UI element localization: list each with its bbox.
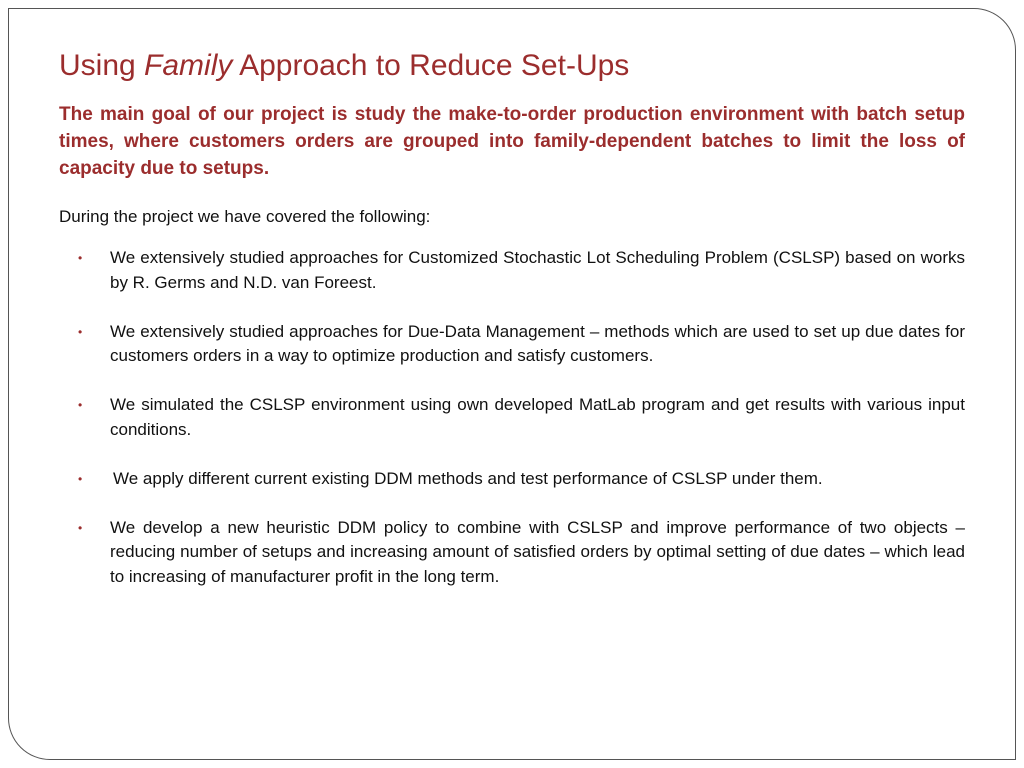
slide-content: [59, 44, 965, 614]
title-suffix: Approach to Reduce Set-Ups: [232, 49, 630, 82]
bullet-icon: •: [78, 398, 83, 412]
list-item: [59, 467, 965, 492]
slide-title: [59, 44, 965, 88]
title-emphasis: Family: [144, 49, 233, 82]
list-item-text: We extensively studied approaches for Due-Data Management – methods which are used to set up due dates for customers orders in a way to optimize production and satisfy customers.: [110, 321, 965, 365]
list-item-text: We simulated the CSLSP environment using own developed MatLab program and get results with various input conditions.: [110, 395, 965, 439]
bullet-icon: •: [78, 520, 83, 535]
bullet-icon: •: [78, 251, 83, 265]
list-item: [59, 320, 965, 369]
intro-text: During the project we have covered the following:: [59, 207, 431, 226]
covered-topics-list: [59, 246, 965, 589]
list-item-text: We apply different current existing DDM methods and test performance of CSLSP under them.: [113, 468, 823, 488]
bullet-icon: •: [78, 324, 83, 339]
list-item: [59, 393, 965, 442]
list-item-text: We extensively studied approaches for Customized Stochastic Lot Scheduling Problem (CSLSP) based on works by R. Germs and N.D. van Foreest.: [110, 248, 965, 292]
title-prefix: Using: [59, 49, 145, 82]
project-goal-paragraph: The main goal of our project is study the make-to-order production environment with batch setup times, where customers orders are grouped into family-dependent batches to limit the loss of capacity due to setups.: [59, 104, 965, 179]
bullet-icon: •: [78, 471, 83, 486]
list-item: [59, 516, 965, 590]
list-item-text: We develop a new heuristic DDM policy to combine with CSLSP and improve performance of two objects – reducing number of setups and increasing amount of satisfied orders by optimal setting of due dates – which lead to increasing of manufacturer profit in the long term.: [110, 517, 965, 586]
list-item: [59, 246, 965, 295]
